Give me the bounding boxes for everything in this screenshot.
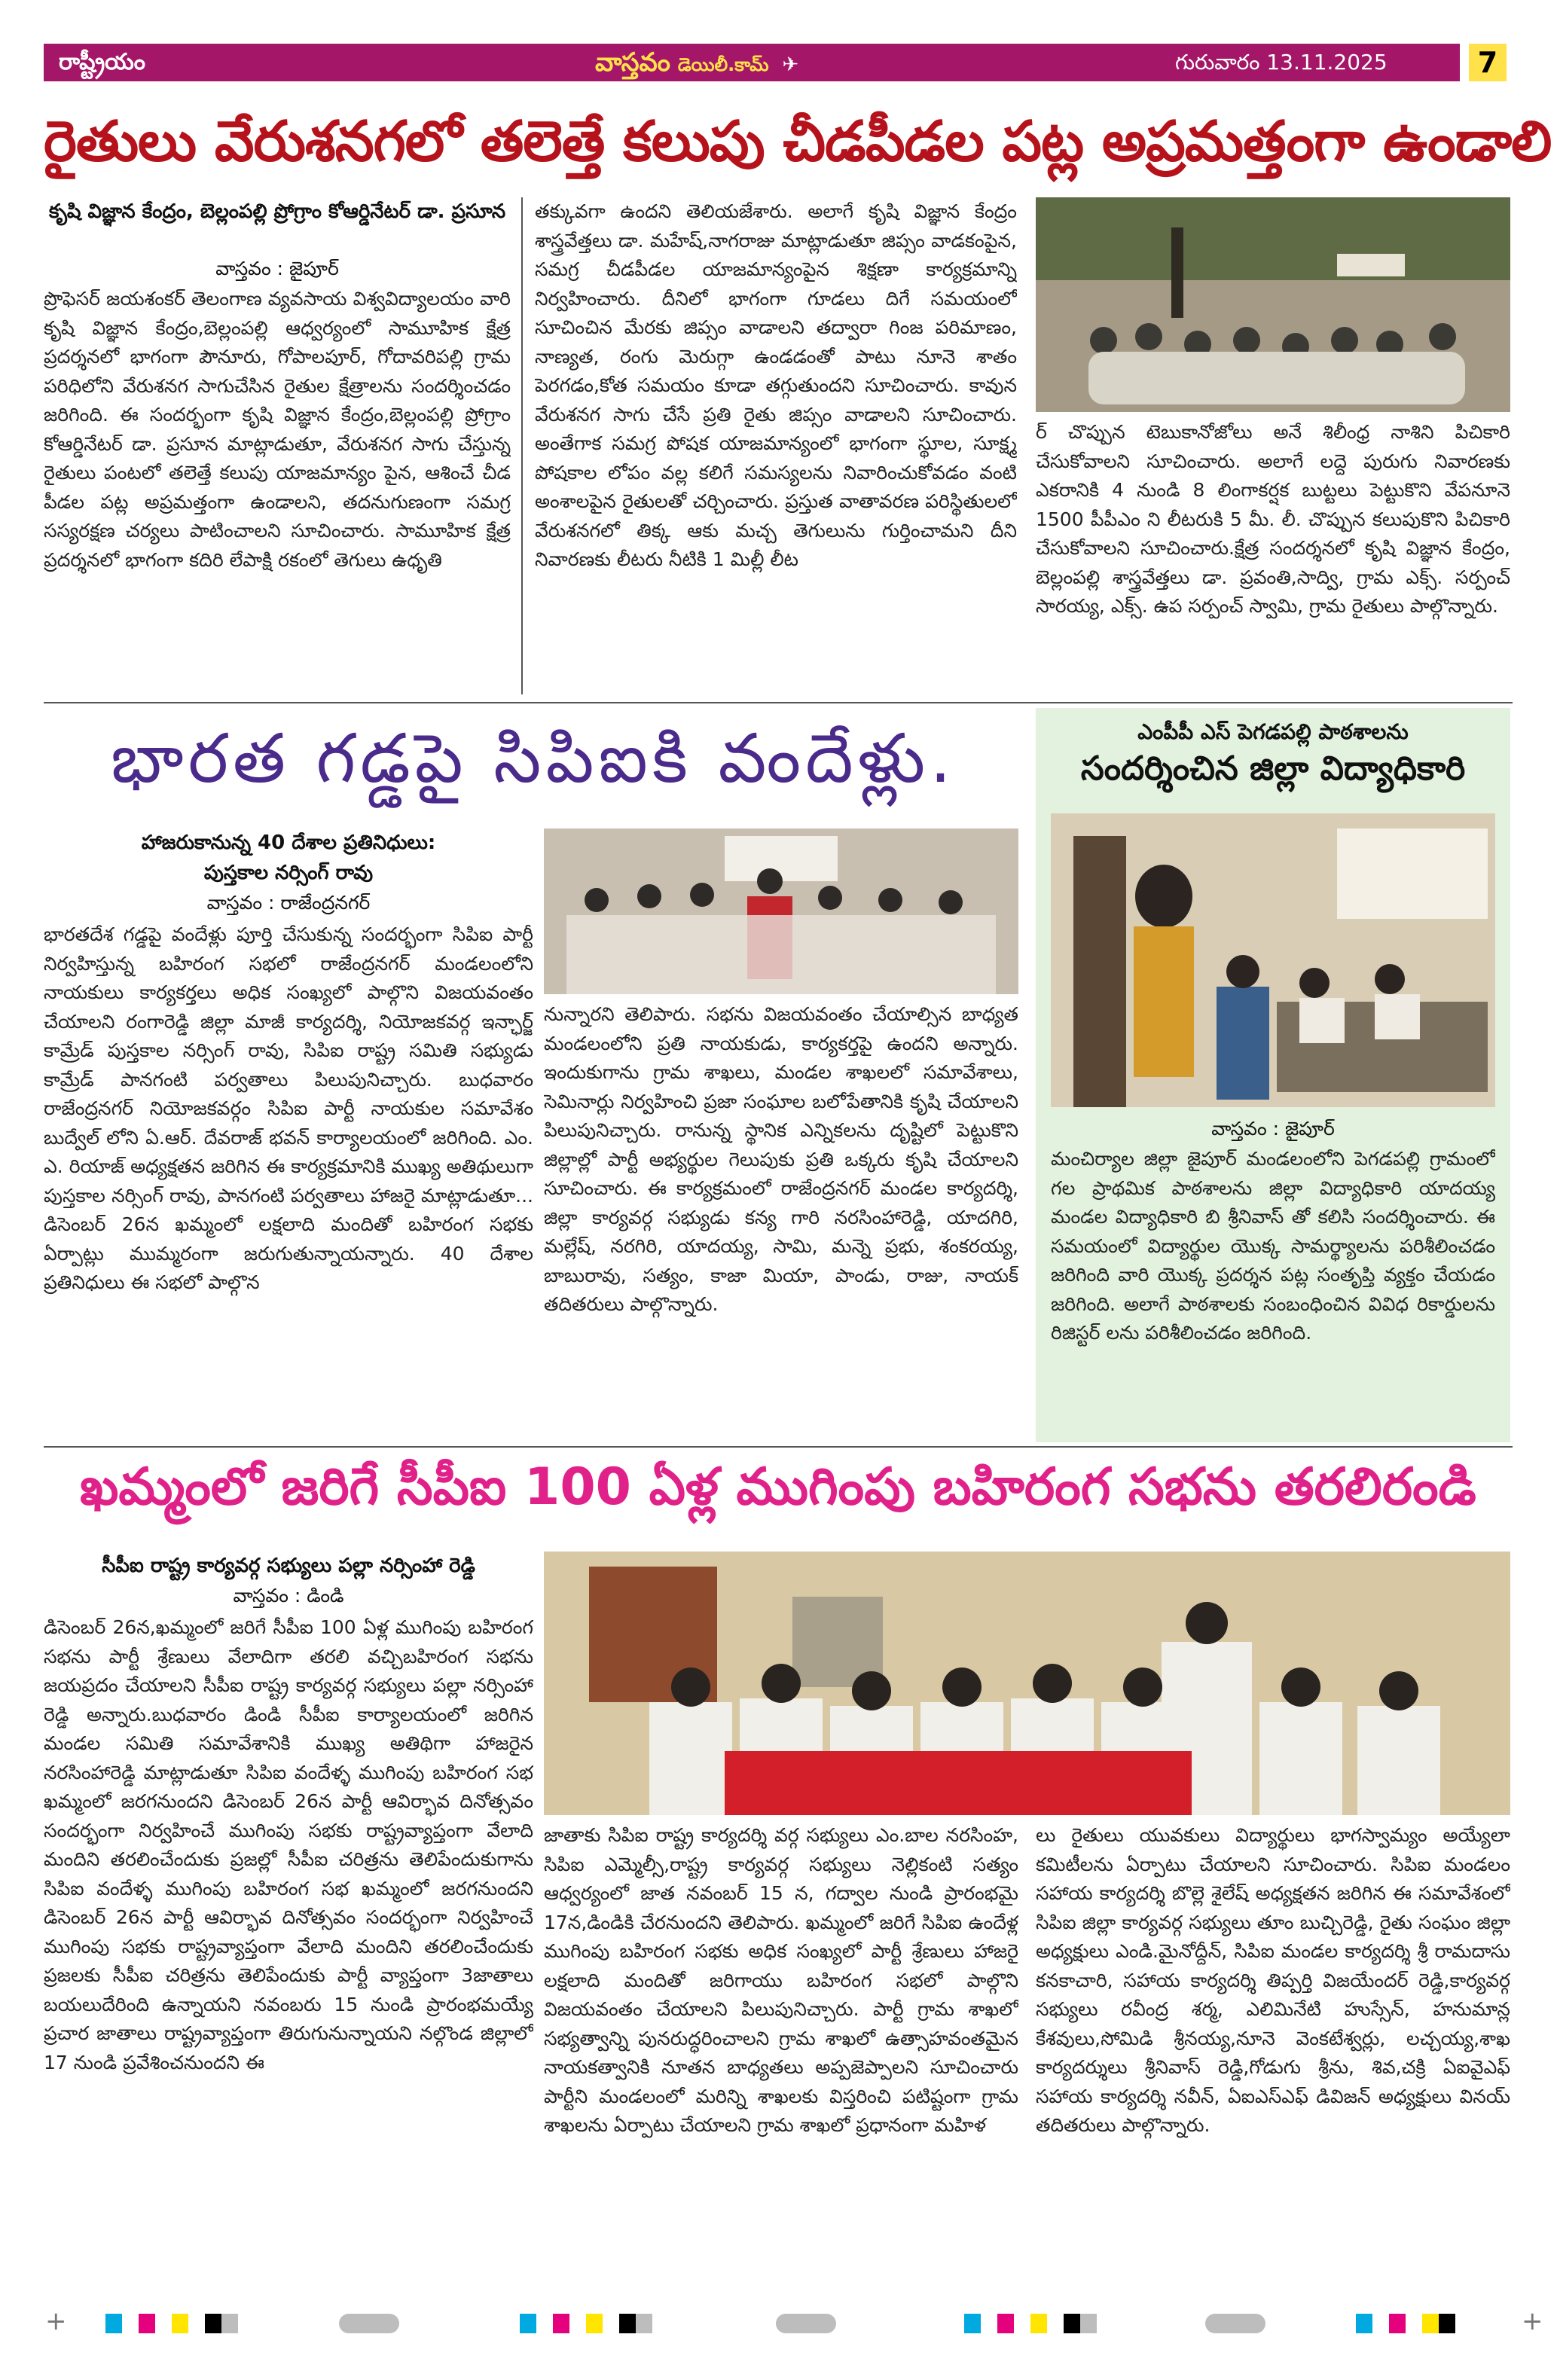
- cpi-leaders-photo: [544, 1552, 1510, 1815]
- page-number: 7: [1469, 44, 1507, 81]
- article2-col1: భారతదేశ గడ్డపై వందేళ్లు పూర్తి చేసుకున్న సందర్భంగా సిపిఐ పార్టీ నిర్వహిస్తున్న బహిరంగ సభలో రాజేంద్రనగర్ మండలంలోని నాయకులు కార్యకర్తలు అధిక సంఖ్యలో పాల్గొని విజయవంతం చేయాలని రంగారెడ్డి జిల్లా మాజీ కార్యదర్శి, నియోజకవర్గ ఇన్ఛార్జ్ కామ్రేడ్ పుస్తకాల నర్సింగ్ రావు, సిపిఐ రాష్ట్ర సమితి సభ్యుడు కామ్రేడ్ పానగంటి పర్వతాలు పిలుపునిచ్చారు. బుధవారం రాజేంద్రనగర్ నియోజకవర్గం సిపిఐ పార్టీ నాయకుల సమావేశం బుద్వేల్ లోని ఏ.ఆర్. దేవరాజ్ భవన్ కార్యాలయంలో జరిగింది. ఎం. ఎ. రియాజ్ అధ్యక్షతన జరిగిన ఈ కార్యక్రమానికి ముఖ్య అతిథులుగా పుస్తకాల నర్సింగ్ రావు, పానగంటి పర్వతాలు హాజరై మాట్లాడుతూ... డిసెంబర్ 26న ఖమ్మంలో లక్షలాది మందితో బహిరంగ సభకు ఏర్పాట్లు ముమ్మరంగా జరుగుతున్నాయన్నారు. 40 దేశాల ప్రతినిధులు ఈ సభలో పాల్గొన: [44, 923, 533, 1293]
- article3-subhead: ఎంపీపీ ఎస్ పెగడపల్లి పాఠశాలను: [1137, 719, 1409, 744]
- section-divider: [44, 702, 1513, 703]
- article4-byline: సీపీఐ రాష్ట్ర కార్యవర్గ సభ్యులు పల్లా నర్సింహా రెడ్డి: [102, 1555, 475, 1577]
- bird-icon: ✈: [782, 53, 799, 76]
- issue-date: గురువారం 13.11.2025: [1175, 50, 1388, 75]
- registration-oval: [1205, 2314, 1265, 2333]
- paper-logo: [595, 44, 798, 81]
- article3-place: వాస్తవం : జైపూర్: [1211, 1118, 1335, 1140]
- color-bar: [964, 2314, 1097, 2333]
- section-label: రాష్ట్రీయం: [59, 49, 145, 75]
- color-bar: [520, 2314, 652, 2333]
- article1-byline: కృషి విజ్ఞాన కేంద్రం, బెల్లంపల్లి ప్రోగ్రాం కోఆర్డినేటర్ డా. ప్రసూన: [48, 200, 506, 223]
- registration-mark: +: [1522, 2306, 1543, 2336]
- cpi-meeting-photo: [544, 828, 1018, 994]
- school-visit-photo: [1051, 813, 1495, 1107]
- article1-col3: ర్ చొప్పున టెబుకానోజోలు అనే శిలీంధ్ర నాశిని పిచికారి చేసుకోవాలని సూచించారు. అలాగే లద్దె పురుగు నివారణకు ఎకరానికి 4 నుండి 8 లింగాకర్షక బుట్టలు పెట్టుకొని వేపనూనె 1500 పీపీఎం ని లీటరుకి 5 మీ. లీ. చొప్పున కలుపుకొని పిచికారి చేసుకోవాలని సూచించారు.క్షేత్ర సందర్శనలో కృషి విజ్ఞాన కేంద్రం, బెల్లంపల్లి శాస్త్రవేత్తలు డా. ప్రవంతి,సాద్వి, గ్రామ ఎక్స్. సర్పంచ్ సారయ్య, ఎక్స్. ఉప సర్పంచ్ స్వామి, గ్రామ రైతులు పాల్గొన్నారు.: [1036, 421, 1510, 617]
- column-divider: [521, 197, 523, 694]
- color-bar: [105, 2314, 238, 2333]
- article2-kicker: హాజరుకానున్న 40 దేశాల ప్రతినిధులు:: [141, 831, 436, 854]
- article1-col2: తక్కువగా ఉందని తెలియజేశారు. అలాగే కృషి విజ్ఞాన కేంద్రం శాస్త్రవేత్తలు డా. మహేష్,నాగరాజు మాట్లాడుతూ జిప్సం వాడకంపైన, సమగ్ర చీడపీడల యాజమాన్యంపైన శిక్షణా కార్యక్రమాన్ని నిర్వహించారు. దీనిలో భాగంగా గూడలు దిగే సమయంలో సూచించిన మేరకు జిప్సం వాడాలని తద్వారా గింజ పరిమాణం, నాణ్యత, రంగు మెరుగ్గా ఉండడంతో పాటు నూనె శాతం పెరగడం,కోత సమయం కూడా తగ్గుతుందని సూచించారు. కావున వేరుశనగ సాగు చేసే ప్రతి రైతు జిప్సం వాడాలని సూచించారు. అంతేగాక సమగ్ర పోషక యాజమాన్యంలో భాగంగా స్థూల, సూక్ష్మ పోషకాల లోపం వల్ల కలిగే సమస్యలను నివారించుకోవడం వంటి అంశాలపైన రైతులతో చర్చించారు. ప్రస్తుత వాతావరణ పరిస్థితులలో వేరుశనగలో తిక్క ఆకు మచ్చ తెగులును గుర్తించామని దీని నివారణకు లీటరు నీటికి 1 మిల్లీ లీట: [535, 200, 1017, 570]
- article4-col2: జాతాకు సిపిఐ రాష్ట్ర కార్యదర్శి వర్గ సభ్యులు ఎం.బాల నరసింహ, సిపిఐ ఎమ్మెల్సీ,రాష్ట్ర కార్యవర్గ సభ్యులు నెల్లికంటి సత్యం ఆధ్వర్యంలో జాత నవంబర్ 15 న, గద్వాల నుండి ప్రారంభమై 17న,డిండికి చేరనుందని తెలిపారు. ఖమ్మంలో జరిగే సిపిఐ ఉందేళ్ల ముగింపు బహిరంగ సభకు అధిక సంఖ్యలో పార్టీ శ్రేణులు హాజరై లక్షలాది మందితో జరిగాయు బహిరంగ సభలో పాల్గొని విజయవంతం చేయాలని పిలుపునిచ్చారు. పార్టీ గ్రామ శాఖలో సభ్యత్వాన్ని పునరుద్ధరించాలని గ్రామ శాఖలో ఉత్సాహవంతమైన నాయకత్వానికి నూతన బాధ్యతలు అప్పజెప్పాలని సూచించారు పార్టీని మండలంలో మరిన్ని శాఖలకు విస్తరించి పటిష్టంగా గ్రామ శాఖలను ఏర్పాటు చేయాలని గ్రామ శాఖలో ప్రధానంగా మహిళ: [544, 1824, 1018, 2136]
- article1-headline: రైతులు వేరుశనగలో తలెత్తే కలుపు చీడపీడల పట్ల అప్రమత్తంగా ఉండాలి: [44, 109, 1552, 174]
- section-divider: [44, 1446, 1513, 1448]
- article2-byline: పుస్తకాల నర్సింగ్ రావు: [203, 862, 374, 884]
- article2-col2: నున్నారని తెలిపారు. సభను విజయవంతం చేయాల్సిన బాధ్యత మండలంలోని ప్రతి నాయకుడు, కార్యకర్తపై ఉందని అన్నారు. ఇందుకుగాను గ్రామ శాఖలు, మండల శాఖలలో సమావేశాలు, సెమినార్లు నిర్వహించి ప్రజా సంఘాల బలోపేతానికి కృషి చేయాలని పిలుపునిచ్చారు. రానున్న స్థానిక ఎన్నికలను దృష్టిలో పెట్టుకొని జిల్లాల్లో పార్టీ అభ్యర్థుల గెలుపుకు ప్రతి ఒక్కరు కృషి చేయాలని సూచించారు. ఈ కార్యక్రమంలో రాజేంద్రనగర్ మండల కార్యదర్శి, జిల్లా కార్యవర్గ సభ్యుడు కన్య గారి నరసింహారెడ్డి, యాదగిరి, మల్లేష్, నరగిరి, యాదయ్య, సామి, మన్నె ప్రభు, శంకరయ్య, బాబురావు, సత్యం, కాజా మియా, పాండు, రాజు, నాయక్ తదితరులు పాల్గొన్నారు.: [544, 1003, 1018, 1315]
- article3-headline: సందర్శించిన జిల్లా విద్యాధికారి: [1080, 749, 1466, 788]
- article4-col3: లు రైతులు యువకులు విద్యార్థులు భాగస్వామ్యం అయ్యేలా కమిటీలను ఏర్పాటు చేయాలని సూచించారు. సిపిఐ మండలం సహాయ కార్యదర్శి బొల్లె శైలేష్ అధ్యక్షతన జరిగిన ఈ సమావేశంలో సిపిఐ జిల్లా కార్యవర్గ సభ్యులు తూం బుచ్చిరెడ్డి, రైతు సంఘం జిల్లా అధ్యక్షులు ఎండి.మైనోద్దీన్, సిపిఐ మండల కార్యదర్శి శ్రీ రామదాసు కనకాచారి, సహాయ కార్యదర్శి తిప్పర్తి విజయేందర్ రెడ్డి,కార్యవర్గ సభ్యులు రవీంద్ర శర్మ, ఎలిమినేటి హుస్సేన్, హనుమాన్ల కేశవులు,సోమిడి శ్రీనయ్య,నూనె వెంకటేశ్వర్లు, లచ్చయ్య,శాఖ కార్యదర్శులు శ్రీనివాస్ రెడ్డి,గోడుగు శ్రీను, శివ,చక్రి ఏఐవైఎఫ్ సహాయ కార్యదర్శి నవీన్, ఏఐఎస్ఎఫ్ డివిజన్ అధ్యక్షులు వినయ్ తదితరులు పాల్గొన్నారు.: [1036, 1824, 1510, 2136]
- article4-headline: ఖమ్మంలో జరిగే సీపీఐ 100 ఏళ్ల ముగింపు బహిరంగ సభను తరలిరండి: [80, 1457, 1476, 1517]
- registration-oval: [339, 2314, 399, 2333]
- article2-headline: భారత గడ్డపై సిపిఐకి వందేళ్లు.: [111, 719, 956, 798]
- registration-mark: +: [45, 2306, 67, 2336]
- article4-place: వాస్తవం : డిండి: [233, 1585, 344, 1606]
- article1-place: వాస్తవం : జైపూర్: [215, 258, 339, 279]
- farmers-meeting-photo: [1036, 197, 1510, 412]
- paper-name: వాస్తవం: [595, 47, 670, 78]
- color-bar: [1356, 2314, 1455, 2333]
- article2-place: వాస్తవం : రాజేంద్రనగర్: [206, 892, 371, 914]
- article1-col1: ప్రొఫెసర్ జయశంకర్ తెలంగాణ వ్యవసాయ విశ్వవిద్యాలయం వారి కృషి విజ్ఞాన కేంద్రం,బెల్లంపల్లి ఆధ్వర్యంలో సామూహిక క్షేత్ర ప్రదర్శనలో భాగంగా పౌనూరు, గోపాలపూర్, గోదావరిపల్లి గ్రామ పరిధిలోని వేరుశనగ సాగుచేసిన రైతుల క్షేత్రాలను సందర్శించడం జరిగింది. ఈ సందర్భంగా కృషి విజ్ఞాన కేంద్రం,బెల్లంపల్లి ప్రోగ్రాం కోఆర్డినేటర్ డా. ప్రసూన మాట్లాడుతూ, వేరుశనగ సాగు చేస్తున్న రైతులు పంటలో తలెత్తే కలుపు యాజమాన్యం పైన, ఆశించే చీడ పీడల పట్ల అప్రమత్తంగా ఉండాలని, తదనుగుణంగా సమగ్ర సస్యరక్షణ చర్యలు పాటించాలని సూచించారు. సామూహిక క్షేత్ర ప్రదర్శనలో భాగంగా కదిరి లేపాక్షి రకంలో తెగులు ఉధృతి: [44, 288, 511, 571]
- registration-oval: [776, 2314, 836, 2333]
- paper-sub: డెయిలీ.కామ్: [677, 54, 769, 75]
- article3-body: మంచిర్యాల జిల్లా జైపూర్ మండలంలోని పెగడపల్లి గ్రామంలో గల ప్రాథమిక పాఠశాలను జిల్లా విద్యాధికారి యాదయ్య మండల విద్యాధికారి బి శ్రీనివాస్ తో కలిసి సందర్శించారు. ఈ సమయంలో విద్యార్థుల యొక్క సామర్థ్యాలను పరిశీలించడం జరిగింది వారి యొక్క ప్రదర్శన పట్ల సంతృప్తి వ్యక్తం చేయడం జరిగింది. అలాగే పాఠశాలకు సంబంధించిన వివిధ రికార్డులను రిజిస్టర్ లను పరిశీలించడం జరిగింది.: [1051, 1148, 1495, 1344]
- article4-col1: డిసెంబర్ 26న,ఖమ్మంలో జరిగే సీపీఐ 100 ఏళ్ల ముగింపు బహిరంగ సభను పార్టీ శ్రేణులు వేలాదిగా తరలి వచ్చిబహిరంగ సభను జయప్రదం చేయాలని సీపీఐ రాష్ట్ర కార్యవర్గ సభ్యులు పల్లా నర్సింహా రెడ్డి అన్నారు.బుధవారం డిండి సీపీఐ కార్యాలయంలో జరిగిన మండల సమితి సమావేశానికి ముఖ్య అతిథిగా హాజరైన నరసింహారెడ్డి మాట్లాడుతూ సిపిఐ వందేళ్ళ ముగింపు బహిరంగ సభ ఖమ్మంలో జరగనుందని డిసెంబర్ 26న పార్టీ ఆవిర్భావ దినోత్సవం సందర్భంగా నిర్వహించే ముగింపు సభకు రాష్ట్రవ్యాప్తంగా వేలాది మందిని తరలించేందుకు ప్రజల్లో సీపీఐ చరిత్రను తెలిపేందుకుగాను సిపిఐ వందేళ్ళ ముగింపు బహిరంగ సభ ఖమ్మంలో జరగనుందని డిసెంబర్ 26న పార్టీ ఆవిర్భావ దినోత్సవం సందర్భంగా నిర్వహించే ముగింపు సభకు రాష్ట్రవ్యాప్తంగా వేలాది మందిని తరలించేందుకు ప్రజలకు సీపీఐ చరిత్రను తెలిపేందుకు పార్టీ వ్యాప్తంగా 3జాతాలు బయలుదేరింది ఉన్నాయని నవంబరు 15 నుండి ప్రారంభమయ్యే ప్రచార జాతాలు రాష్ట్రవ్యాప్తంగా తిరుగునున్నాయని నల్గొండ జిల్లాలో 17 నుండి ప్రవేశించనుందని ఈ: [44, 1616, 533, 2073]
